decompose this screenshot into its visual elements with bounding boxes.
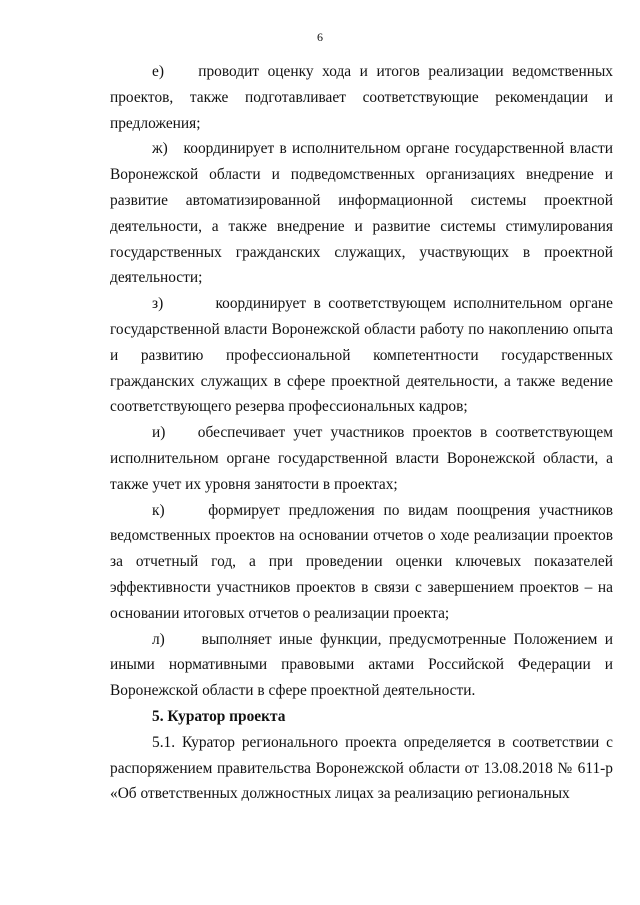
list-item-l: [110, 627, 617, 704]
item-text: обеспечивает учет участников проектов в соответствующем исполнительном органе государственной власти Воронежской области, а также учет их уровня занятости в проектах;: [110, 424, 617, 493]
page-number: 6: [317, 30, 323, 44]
list-item-i: [110, 420, 617, 497]
item-marker: к): [152, 501, 165, 519]
item-marker: л): [152, 630, 165, 648]
item-text: координирует в исполнительном органе государственной власти Воронежской области и подведомственных организациях внедрение и развитие автоматизированной информационной системы проектной деятельности, а также внедрение и развитие системы стимулирования государственных гражданских служащих, участвующих в проектной деятельности;: [110, 140, 617, 287]
section-heading: 5. Куратор проекта: [152, 707, 286, 725]
list-item-e: [110, 59, 617, 136]
section-paragraph: 5.1. Куратор регионального проекта определяется в соответствии с распоряжением правительства Воронежской области от 13.08.2018 № 611-р «Об ответственных должностных лицах за реализацию региональных: [110, 733, 613, 803]
document-body: [110, 59, 617, 807]
item-marker: ж): [152, 140, 168, 158]
item-marker: и): [152, 424, 166, 442]
list-item-z: [110, 291, 617, 420]
item-marker: з): [152, 295, 164, 313]
list-item-zh: [110, 136, 617, 291]
item-text: выполняет иные функции, предусмотренные Положением и иными нормативными правовыми актами Российской Федерации и Воронежской области в сфере проектной деятельности.: [110, 630, 617, 700]
item-marker: е): [152, 63, 164, 80]
item-text: формирует предложения по видам поощрения участников ведомственных проектов на основании отчетов о ходе реализации проектов за отчетный год, а при проведении оценки ключевых показателей эффективности участников проектов в связи с завершением проектов – на основании итоговых отчетов о реализации проекта;: [110, 501, 617, 622]
item-text: проводит оценку хода и итогов реализации ведомственных проектов, также подготавливает соответствующие рекомендации и предложения;: [110, 63, 617, 132]
list-item-k: [110, 498, 617, 627]
item-text: координирует в соответствующем исполнительном органе государственной власти Воронежской области работу по накоплению опыта и развитию профессиональной компетентности государственных гражданских служащих в сфере проектной деятельности, а также ведение соответствующего резерва профессиональных кадров;: [110, 295, 617, 416]
